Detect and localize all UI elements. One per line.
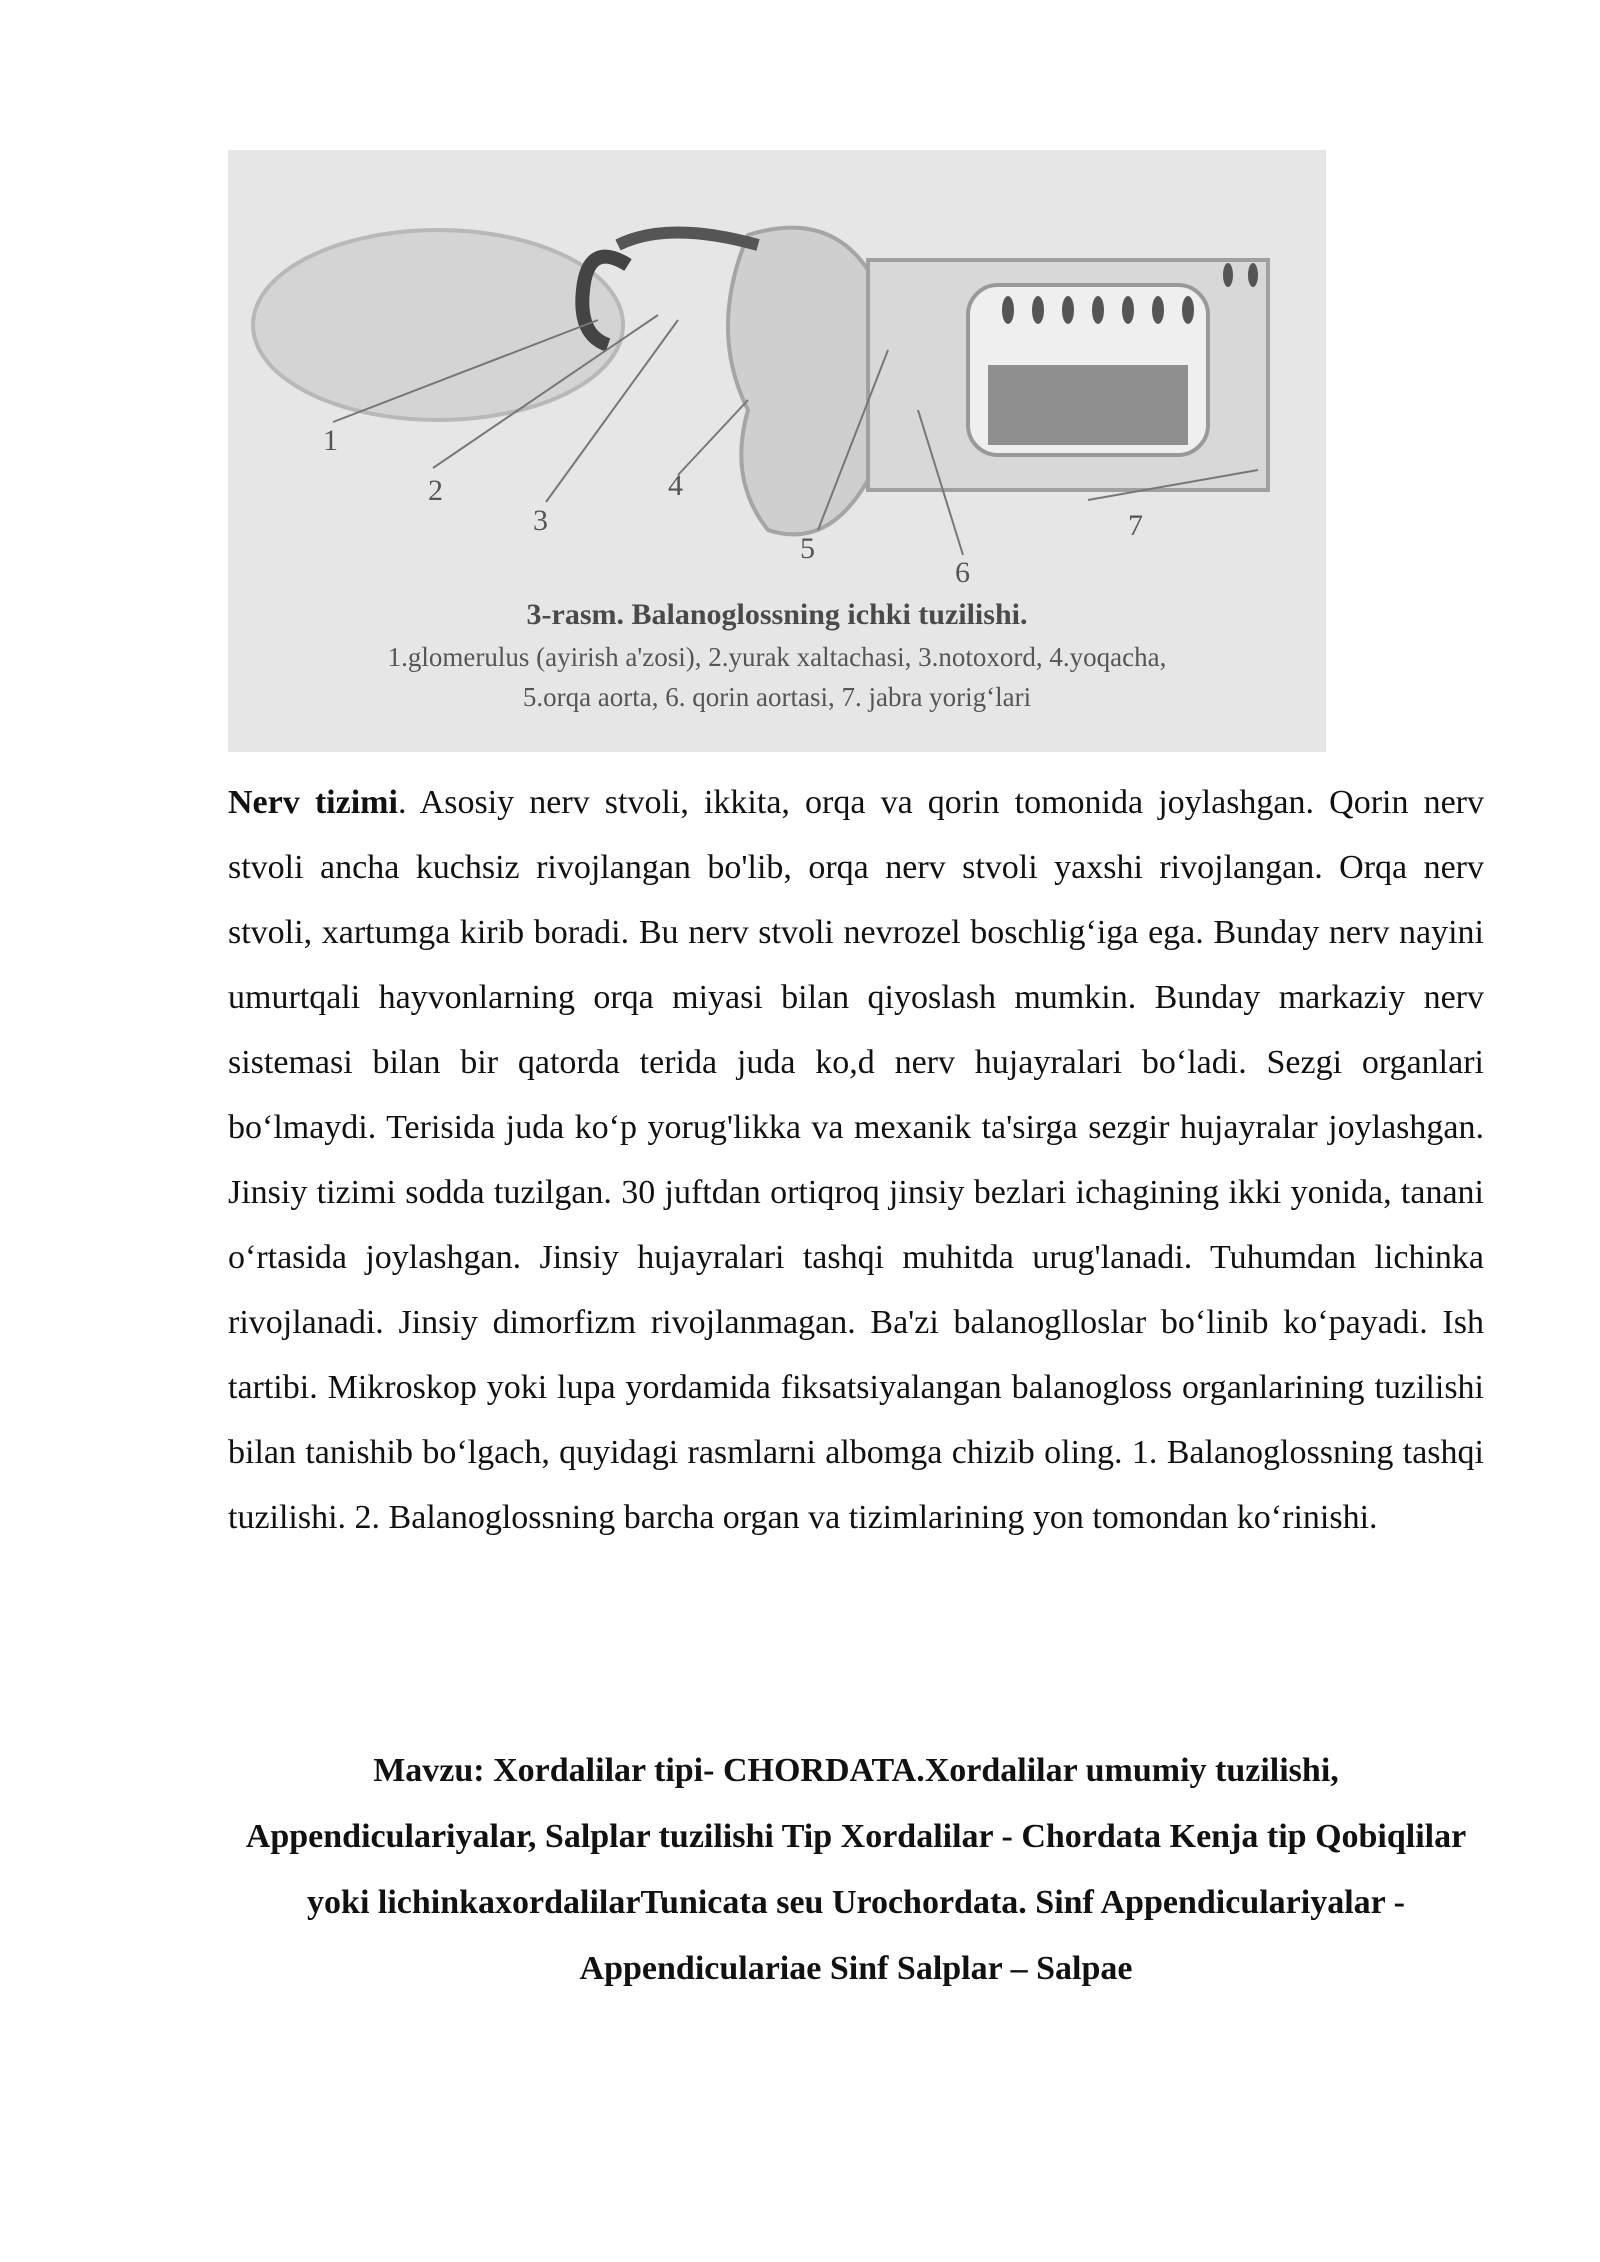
figure-caption-legend-line-1: 1.glomerulus (ayirish a'zosi), 2.yurak xaltachasi, 3.notoxord, 4.yoqacha, [387,642,1167,672]
paragraph-heading: Nerv tizimi [228,784,398,821]
figure-label-1: 1 [323,424,338,457]
figure-caption-legend-line-2: 5.orqa aorta, 6. qorin aortasi, 7. jabra yorig‘lari [522,682,1032,712]
figure-label-2: 2 [428,474,443,507]
figure-label-7: 7 [1128,509,1143,542]
figure-label-6: 6 [955,556,970,589]
paragraph-text: . Asosiy nerv stvoli, ikkita, orqa va qorin tomonida joylashgan. Qorin nerv stvoli ancha kuchsiz rivojlangan bo'lib, orqa nerv stvoli yaxshi rivojlangan. Orqa nerv stvoli, xartumga kirib boradi. Bu nerv stvoli nevrozel boschlig‘iga ega. Bunday nerv nayini umurtqali hayvonlarning orqa miyasi bilan qiyoslash mumkin. Bunday markaziy nerv sistemasi bilan bir qatorda terida juda ko,d nerv hujayralari bo‘ladi. Sezgi organlari bo‘lmaydi. Terisida juda ko‘p yorug'likka va mexanik ta'sirga sezgir hujayralar joylashgan. Jinsiy tizimi sodda tuzilgan. 30 juftdan ortiqroq jinsiy bezlari ichagining ikki yonida, tanani o‘rtasida joylashgan. Jinsiy hujayralari tashqi muhitda urug'lanadi. Tuhumdan lichinka rivojlanadi. Jinsiy dimorfizm rivojlanmagan. Ba'zi balanoglloslar bo‘linib ko‘payadi. Ish tartibi. Mikroskop yoki lupa yordamida fiksatsiyalangan balanogloss organlarining tuzilishi bilan tanishib bo‘lgach, quyidagi rasmlarni albomga chizib oling. 1. Balanoglossning tashqi tuzilishi. 2. Balanoglossning barcha organ va tizimlarining yon tomondan ko‘rinishi. [228,784,1484,1536]
topic-heading: Mavzu: Xordalilar tipi- CHORDATA.Xordalilar umumiy tuzilishi, Appendiculariyalar, Salplar tuzilishi Tip Xordalilar - Chordata Kenja tip Qobiqlilar yoki lichinkaxordalilarTunicata seu Urochordata. Sinf Appendiculariyalar - Appendiculariae Sinf Salplar – Salpae [245,1752,1467,1987]
dorsal-vessel-shape [618,233,758,246]
proboscis-shape [253,230,623,420]
figure-label-4: 4 [668,469,683,502]
collar-shape [728,228,868,535]
figure-label-3: 3 [533,504,548,537]
pharynx-dark-region [988,365,1188,445]
figure-caption-title: 3-rasm. Balanoglossning ichki tuzilishi. [526,598,1028,631]
figure [228,150,1326,752]
figure-label-5: 5 [800,532,815,565]
body-paragraph [228,770,1484,1550]
